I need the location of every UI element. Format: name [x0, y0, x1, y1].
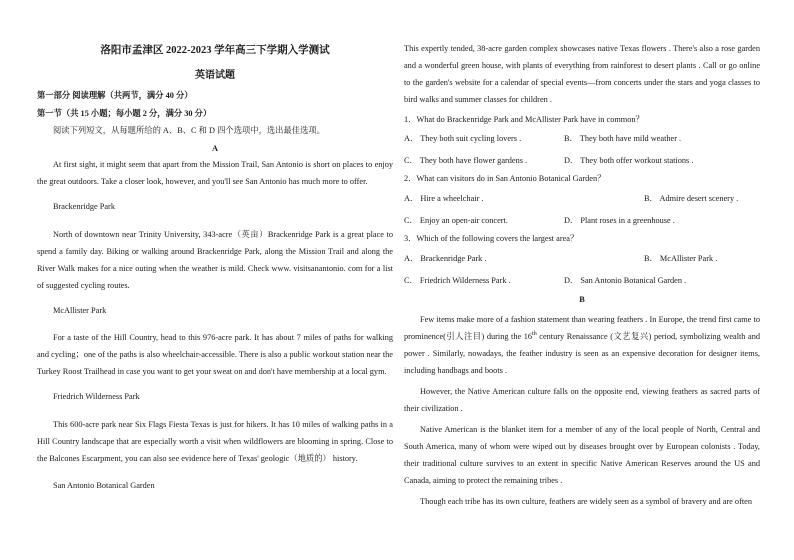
- option-1c: C． They both have flower gardens .: [404, 156, 528, 165]
- section-heading: 第一节（共 15 小题；每小题 2 分，满分 30 分）: [37, 109, 212, 118]
- option-3a: A． Brackenridge Park .: [404, 254, 487, 263]
- option-3b: B． McAllister Park .: [644, 254, 718, 263]
- passage-b-label: B: [579, 295, 585, 304]
- paragraph-b1-start: Few items make more of a fashion statement than wearing feathers . In Europe, the trend first came to prominence(引人注目) during the 16: [404, 315, 760, 341]
- ordinal-suffix: th: [532, 331, 537, 338]
- option-3c: C． Friedrich Wilderness Park .: [404, 276, 511, 285]
- option-2c: C． Enjoy an open-air concert.: [404, 216, 508, 225]
- question-3-options-cd: [404, 275, 760, 286]
- heading-friedrich: Friedrich Wilderness Park: [53, 392, 140, 402]
- question-2-options-cd: [404, 215, 760, 226]
- option-1a: A． They both suit cycling lovers .: [404, 134, 522, 143]
- part-heading: 第一部分 阅读理解（共两节，满分 40 分）: [37, 91, 193, 100]
- paragraph-b1: [404, 311, 760, 379]
- question-1: 1．What do Brackenridge Park and McAllister Park have in common？: [404, 115, 644, 124]
- passage-a-label: A: [212, 144, 218, 153]
- paragraph-b4: Though each tribe has its own culture, feathers are widely seen as a symbol of bravery and are often: [420, 497, 752, 506]
- heading-brackenridge: Brackenridge Park: [53, 202, 115, 212]
- option-1b: B． They both have mild weather .: [564, 134, 682, 143]
- paragraph-brackenridge: North of downtown near Trinity University, 343-acre（英亩）Brackenridge Park is a great place to spend a family day. Biking or walking around Brackenridge Park, along the Mission Trail and along the River Walk makes for a nice outing when the weather is mild. Check www. visitsanantonio. com for a list of suggested cycling routes.: [37, 229, 393, 290]
- instruction-text: 阅读下列短文，从每题所给的 A、B、C 和 D 四个选项中，选出最佳选项。: [53, 126, 325, 135]
- right-column: [404, 0, 760, 510]
- option-3d: D． San Antonio Botanical Garden .: [564, 276, 687, 285]
- paragraph-friedrich: This 600-acre park near Six Flags Fiesta Texas is just for hikers. It has 10 miles of walking paths in a Hill Country landscape that are especially worth a visit when wildflowers are blooming in spring. Close to the Balcones Escarpment, you can also see evidence here of Texas' geologic（地质的） history.: [37, 419, 393, 463]
- option-2d: D． Plant roses in a greenhouse .: [564, 216, 675, 225]
- paragraph-b2: However, the Native American culture falls on the opposite end, viewing feathers as sacred parts of their civilization .: [404, 387, 760, 413]
- paragraph-botanical: This expertly tended, 38-acre garden complex showcases native Texas flowers . There's also a rose garden and a wonderful green house, with plants of everything from rainforest to desert plants . Call or go online to the garden's website for a calendar of special events—from concerts under the stars and yoga classes to bird walks and summer classes for children .: [404, 44, 760, 104]
- option-2b: B． Admire desert scenery .: [644, 194, 739, 203]
- question-2: 2．What can visitors do in San Antonio Botanical Garden？: [404, 174, 606, 183]
- passage-a-intro: At first sight, it might seem that apart from the Mission Trail, San Antonio is short on places to enjoy the great outdoors. Take a closer look, however, and you'll see San Antonio has much more to offer.: [37, 160, 393, 186]
- exam-subtitle: 英语试题: [195, 70, 235, 81]
- left-column: [37, 0, 393, 499]
- option-2a: A． Hire a wheelchair .: [404, 194, 484, 203]
- question-3: 3．Which of the following covers the largest area？: [404, 234, 579, 243]
- heading-botanical: San Antonio Botanical Garden: [53, 481, 155, 491]
- question-1-options-cd: [404, 155, 760, 166]
- question-2-options-ab: [404, 193, 760, 204]
- paragraph-b3: Native American is the blanket item for a member of any of the local people of North, Central and South America, many of whom were wiped out by diseases brought over by European colonists . Today, their traditional culture survives to an extent in specific Native American Reserves around the US and Canada, aiming to protect the remaining tribes .: [404, 425, 760, 485]
- heading-mcallister: McAllister Park: [53, 305, 107, 315]
- paragraph-b1-end: century Renaissance (文艺复兴) period, symbolizing wealth and power . Similarly, nowadays, the feather industry is seen as an expensive decoration for designer items, including handbags and boots .: [404, 332, 760, 375]
- question-1-options-ab: [404, 133, 760, 144]
- question-3-options-ab: [404, 253, 760, 264]
- paragraph-mcallister: For a taste of the Hill Country, head to this 976-acre park. It has about 7 miles of paths for walking and cycling；one of the paths is also wheelchair-accessible. There is also a public workout station near the Turkey Roost Trailhead in case you want to get your sweat on and don't have membership at a local gym.: [37, 333, 393, 377]
- exam-title: 洛阳市孟津区 2022-2023 学年高三下学期入学测试: [100, 45, 330, 56]
- option-1d: D． They both offer workout stations .: [564, 156, 694, 165]
